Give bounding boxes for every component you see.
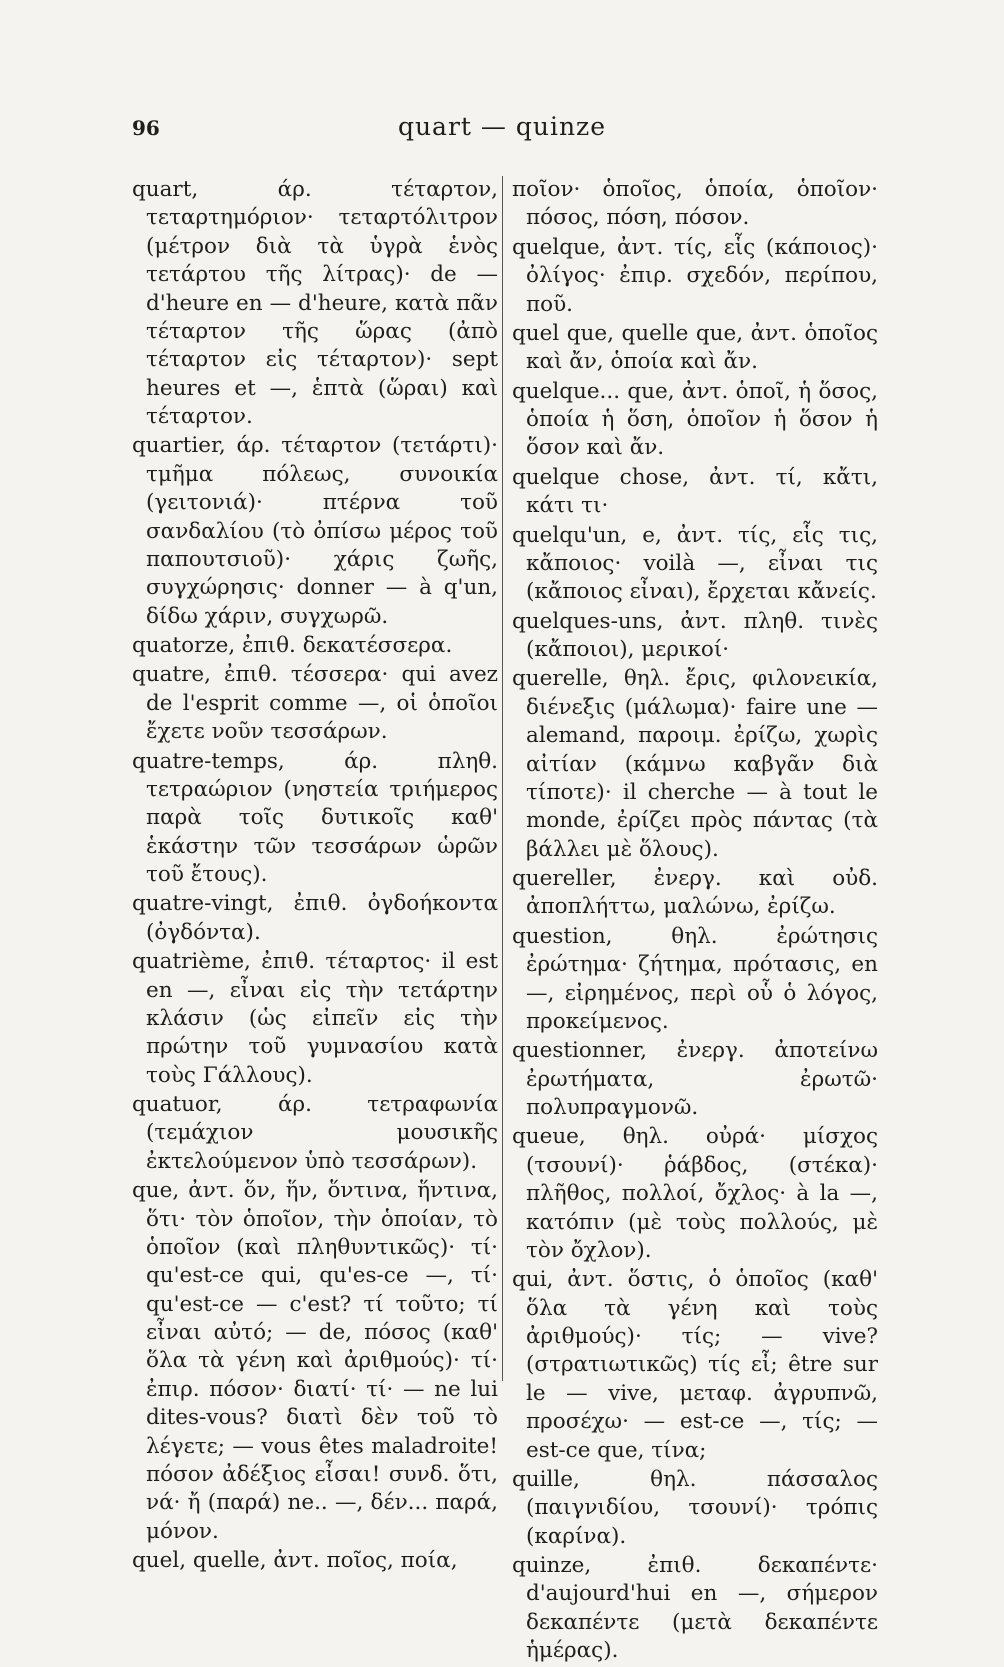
dictionary-entry: quatre-vingt, ἐπιθ. ὀγδοήκοντα (ὀγδόντα). — [132, 891, 498, 945]
dictionary-entry: questionner, ἐνεργ. ἀποτείνω ἐρωτήματα, ἐρωτῶ· πολυπραγμονῶ. — [512, 1038, 878, 1120]
dictionary-entry: quatorze, ἐπιθ. δεκατέσσερα. — [132, 633, 453, 658]
dictionary-entry: quart, άρ. τέταρτον, τεταρτημόριον· τεταρτόλιτρον (μέτρον διὰ τὰ ὑγρὰ ἑνὸς τετάρτου τῆς λίτρας)· de — d'heure en — d'heure, κατὰ πᾶν τέταρτον τῆς ὥρας (ἀπὸ τέταρτον εἰς τέταρτον)· sept heures et —, ἑπτὰ (ὥραι) καὶ τέταρτον. — [132, 177, 498, 429]
dictionary-entry: quartier, άρ. τέταρτον (τετάρτι)· τμῆμα πόλεως, συνοικία (γειτονιά)· πτέρνα τοῦ σανδαλίου (τὸ ὀπίσω μέρος τοῦ παπουτσιοῦ)· χάρις ζωῆς, συγχώρησις· donner — à q'un, δίδω χάριν, συγχωρῶ. — [132, 433, 498, 629]
dictionary-entry: quelque chose, ἀντ. τί, κἄτι, κάτι τι· — [512, 464, 878, 519]
dictionary-entry: quelque... que, ἀντ. ὁποῖ, ἡ ὅσος, ὁποία ἡ ὅση, ὁποῖον ἡ ὅσον ἡ ὅσον καὶ ἄν. — [512, 378, 878, 461]
dictionary-entry: quelque, ἀντ. τίς, εἷς (κάποιος)· ὀλίγος· ἐπιρ. σχεδόν, περίπου, ποῦ. — [512, 234, 878, 317]
column-divider — [502, 176, 503, 1381]
dictionary-entry: quinze, ἐπιθ. δεκαπέντε· d'aujourd'hui en —, σήμερον δεκαπέντε (μετὰ δεκαπέντε ἡμέρας). — [512, 1553, 878, 1664]
left-column — [132, 176, 498, 1576]
dictionary-entry: quereller, ἐνεργ. καὶ οὐδ. ἀποπλήττω, μαλώνω, ἐρίζω. — [512, 866, 878, 920]
dictionary-entry: quel que, quelle que, ἀντ. ὁποῖος καὶ ἄν, ὁποία καὶ ἄν. — [512, 320, 878, 375]
dictionary-entry: quille, θηλ. πάσσαλος (παιγνιδίου, τσουνί)· τρόπις (καρίνα). — [512, 1466, 878, 1549]
running-head: quart — quinze — [397, 112, 607, 141]
dictionary-entry: ποῖον· ὁποῖος, ὁποία, ὁποῖον· πόσος, πόση, πόσον. — [512, 177, 878, 231]
dictionary-entry: quel, quelle, ἀντ. ποῖος, ποία, — [132, 1548, 458, 1573]
dictionary-entry: queue, θηλ. οὐρά· μίσχος (τσουνί)· ῥάβδος, (στέκα)· πλῆθος, πολλοί, ὄχλος· à la —, κατόπιν (μὲ τοὺς πολλούς, μὲ τὸν ὄχλον). — [512, 1124, 878, 1263]
dictionary-entry: que, ἀντ. ὅν, ἥν, ὅντινα, ἥντινα, ὅτι· τὸν ὁποῖον, τὴν ὁποίαν, τὸ ὁποῖον (καὶ πληθυντικῶς)· τί· qu'est-ce qui, qu'es-ce —, τί· qu'est-ce — c'est? τί τοῦτο; τί εἶναι αὐτό; — de, πόσος (καθ' ὅλα τὰ γένη καὶ ἀριθμούς)· τί· ἐπιρ. πόσον· διατί· τί· — ne lui dites-vous? διατὶ δὲν τοῦ τὸ λέγετε; — vous êtes maladroite! πόσον ἀδέξιος εἶσαι! συνδ. ὅτι, νά· ἤ (παρά) ne.. —, δέν... παρά, μόνον. — [132, 1178, 498, 1544]
dictionary-entry: question, θηλ. ἐρώτησις ἐρώτημα· ζήτημα, πρότασις, en —, εἰρημένος, περὶ οὗ ὁ λόγος, προκείμενος. — [512, 923, 878, 1034]
page-number: 96 — [132, 116, 160, 140]
dictionary-entry: qui, ἀντ. ὅστις, ὁ ὁποῖος (καθ' ὅλα τὰ γένη καὶ τοὺς ἀριθμούς)· τίς; — vive? (στρατιωτικῶς) τίς εἶ; être sur le — vive, μεταφ. ἀγρυπνῶ, προσέχω· — est-ce —, τίς; — est-ce que, τίνα; — [512, 1267, 878, 1463]
dictionary-entry: quatre-temps, άρ. πληθ. τετραώριον (νηστεία τριήμερος παρὰ τοῖς δυτικοῖς καθ' ἑκάστην τῶν τεσσάρων ὡρῶν τοῦ ἔτους). — [132, 748, 498, 887]
dictionary-entry: quatrième, ἐπιθ. τέταρτος· il est en —, εἶναι εἰς τὴν τετάρτην κλάσιν (ὡς εἰπεῖν εἰς τὴν πρώτην τοῦ γυμνασίου κατὰ τοὺς Γάλλους). — [132, 949, 498, 1088]
dictionary-entry: quelques-uns, ἀντ. πληθ. τινὲς (κἄποιοι), μερικοί· — [512, 608, 878, 662]
dictionary-entry: quelqu'un, e, ἀντ. τίς, εἷς τις, κἄποιος· voilà —, εἶναι τις (κἄποιος εἶναι), ἔρχεται κἄνείς. — [512, 522, 878, 605]
dictionary-entry: quatuor, άρ. τετραφωνία (τεμάχιον μουσικῆς ἐκτελούμενον ὑπὸ τεσσάρων). — [132, 1092, 498, 1174]
dictionary-entry: querelle, θηλ. ἔρις, φιλονεικία, διένεξις (μάλωμα)· faire une — alemand, παροιμ. ἐρίζω, χωρὶς αἰτίαν (κάμνω καβγᾶν διὰ τίποτε)· il cherche — à tout le monde, ἐρίζει πρὸς πάντας (τὰ βάλλει μὲ ὅλους). — [512, 666, 878, 862]
dictionary-entry: quatre, ἐπιθ. τέσσερα· qui avez de l'esprit comme —, οἱ ὁποῖοι ἔχετε νοῦν τεσσάρων. — [132, 662, 498, 745]
right-column — [512, 176, 878, 1667]
